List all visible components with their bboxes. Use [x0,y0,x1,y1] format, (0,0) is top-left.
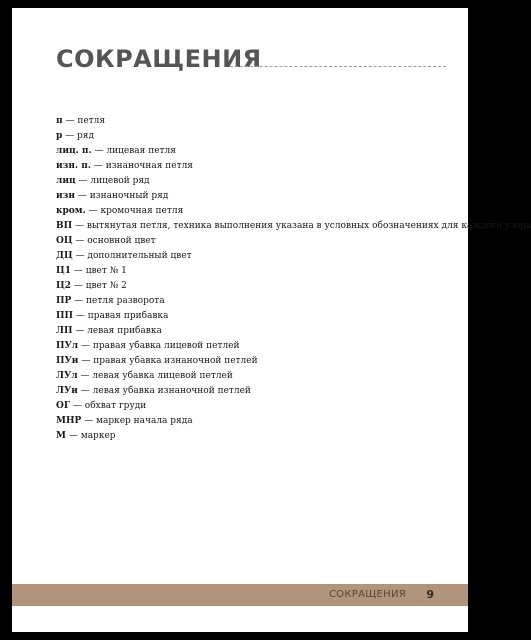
abbreviation-item [56,174,531,189]
abbreviation-definition: — маркер [65,431,116,441]
abbreviation-definition: — петля [62,116,106,126]
abbreviation-term: ПР [56,296,72,306]
abbreviation-term: ОЦ [56,236,73,246]
book-page [12,8,531,632]
abbreviation-definition: — маркер начала ряда [81,416,193,426]
abbreviation-item [56,309,531,324]
abbreviation-definition: — левая убавка лицевой петлей [77,371,233,381]
abbreviation-term: лиц [56,176,76,186]
abbreviation-term: лиц. п. [56,146,92,156]
abbreviation-item [56,279,531,294]
abbreviation-term: ВП [56,221,73,231]
abbreviation-item [56,189,531,204]
abbreviation-term: ЛП [56,326,73,336]
abbreviation-item [56,384,531,399]
abbreviation-definition: — цвет № 2 [70,281,127,291]
footer-section-label: СОКРАЩЕНИЯ [328,589,406,600]
abbreviation-definition: — изнаночный ряд [75,191,169,201]
abbreviation-item [56,249,531,264]
abbreviation-item [56,204,531,219]
abbreviation-term: ПП [56,311,73,321]
abbreviation-term: М [56,431,66,441]
abbreviation-term: ЛУл [56,371,78,381]
abbreviation-item [56,129,531,144]
abbreviation-term: р [56,131,63,141]
abbreviation-term: кром. [56,206,86,216]
abbreviation-item [56,219,531,234]
abbreviation-item [56,264,531,279]
title-dashed-divider [230,66,446,67]
abbreviation-item [56,114,531,129]
page-title: СОКРАЩЕНИЯ [56,45,262,73]
abbreviation-definition: — дополнительный цвет [72,251,192,261]
abbreviation-term: Ц2 [56,281,71,291]
abbreviation-definition: — лицевой ряд [75,176,150,186]
abbreviation-definition: — цвет № 1 [70,266,127,276]
abbreviation-term: ЛУи [56,386,78,396]
abbreviation-item [56,159,531,174]
abbreviation-item [56,324,531,339]
abbreviation-definition: — основной цвет [72,236,156,246]
footer-band [12,584,468,606]
abbreviation-definition: — левая прибавка [72,326,162,336]
abbreviation-list [56,114,531,444]
abbreviation-item [56,369,531,384]
abbreviation-item [56,429,531,444]
abbreviation-definition: — правая убавка лицевой петлей [78,341,240,351]
abbreviation-definition: — петля разворота [71,296,165,306]
abbreviation-definition: — обхват груди [70,401,147,411]
abbreviation-term: Ц1 [56,266,71,276]
abbreviation-definition: — левая убавка изнаночной петлей [77,386,251,396]
abbreviation-item [56,414,531,429]
abbreviation-term: МНР [56,416,82,426]
abbreviation-definition: — ряд [62,131,94,141]
abbreviation-definition: — вытянутая петля, техника выполнения указана в условных обозначениях для каждого узора [72,221,531,231]
abbreviation-term: ОГ [56,401,71,411]
page-number: 9 [426,588,434,601]
abbreviation-term: п [56,116,63,126]
abbreviation-item [56,234,531,249]
abbreviation-term: ПУи [56,356,79,366]
abbreviation-term: изн. п. [56,161,91,171]
abbreviation-item [56,294,531,309]
abbreviation-item [56,339,531,354]
abbreviation-definition: — правая прибавка [73,311,169,321]
abbreviation-definition: — правая убавка изнаночной петлей [78,356,258,366]
abbreviation-term: ДЦ [56,251,73,261]
abbreviation-term: ПУл [56,341,79,351]
abbreviation-definition: — лицевая петля [91,146,176,156]
abbreviation-term: изн [56,191,76,201]
abbreviation-item [56,399,531,414]
abbreviation-item [56,144,531,159]
abbreviation-definition: — изнаночная петля [91,161,193,171]
abbreviation-item [56,354,531,369]
abbreviation-definition: — кромочная петля [85,206,184,216]
